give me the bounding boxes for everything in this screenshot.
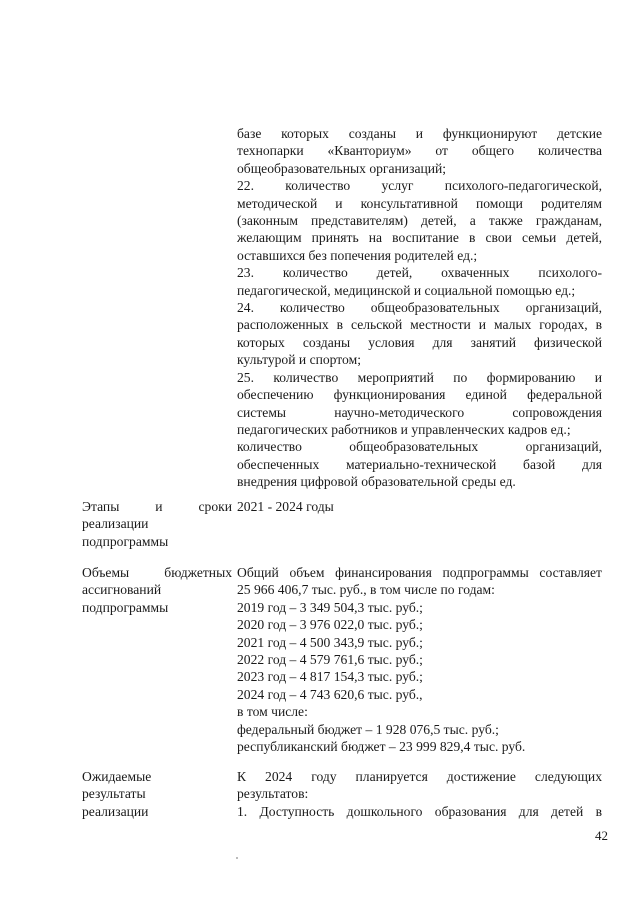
value-line: 2021 год – 4 500 343,9 тыс. руб.;: [237, 634, 423, 650]
value-line: К 2024 году планируется достижение следующих: [237, 769, 602, 784]
text-line: обеспеченных материально-технической базой для: [237, 456, 602, 472]
value-line: 2023 год – 4 817 154,3 тыс. руб.;: [237, 669, 423, 685]
budget-label: [82, 564, 232, 616]
text-line: методической и консультативной помощи родителям: [237, 195, 602, 211]
value-line: 2022 год – 4 579 761,6 тыс. руб.;: [237, 652, 423, 668]
value-line: Общий объем финансирования подпрограммы составляет: [237, 565, 602, 580]
results-value: [237, 768, 602, 820]
text-line: 23. количество детей, охваченных психолого-: [237, 265, 602, 281]
value-line: 2020 год – 3 976 022,0 тыс. руб.;: [237, 617, 423, 633]
text-line: 25. количество мероприятий по формированию и: [237, 369, 602, 385]
text-line: культурой и спортом;: [237, 352, 361, 368]
text-line: общеобразовательных организаций;: [237, 160, 447, 176]
text-line: которых созданы условия для занятий физической: [237, 334, 602, 350]
text-line: желающим принять на воспитание в свои семьи детей,: [237, 230, 602, 246]
value-line: 2021 - 2024 годы: [237, 499, 334, 514]
label-line: Этапы и сроки: [82, 499, 232, 514]
text-line: оставшихся без попечения родителей ед.;: [237, 247, 478, 263]
value-line: 1. Доступность дошкольного образования для детей в: [237, 803, 602, 819]
text-line: количество общеобразовательных организаций,: [237, 439, 602, 455]
label-line: подпрограммы: [82, 599, 169, 615]
value-line: результатов:: [237, 786, 309, 802]
value-line: 2019 год – 3 349 504,3 тыс. руб.;: [237, 599, 423, 615]
label-line: Объемы бюджетных: [82, 565, 232, 580]
value-line: 2024 год – 4 743 620,6 тыс. руб.,: [237, 686, 423, 702]
text-line: педагогических работников и управленческих кадров ед.;: [237, 421, 571, 437]
label-line: подпрограммы: [82, 533, 169, 549]
label-line: Ожидаемые: [82, 769, 152, 784]
continuation-block: [237, 125, 602, 491]
label-line: реализации: [82, 803, 149, 819]
text-line: 24. количество общеобразовательных организаций,: [237, 300, 602, 316]
text-line: системы научно-методического сопровождения: [237, 404, 602, 420]
results-label: [82, 768, 232, 820]
text-line: внедрения цифровой образовательной среды ед.: [237, 474, 516, 490]
label-line: реализации: [82, 516, 149, 532]
value-line: республиканский бюджет – 23 999 829,4 тыс. руб.: [237, 739, 526, 755]
text-line: педагогической, медицинской и социальной помощью ед.;: [237, 282, 576, 298]
text-line: 22. количество услуг психолого-педагогической,: [237, 178, 602, 194]
label-line: результаты: [82, 786, 146, 802]
text-line: (законным представителям) детей, а также гражданам,: [237, 213, 602, 229]
stages-label: [82, 498, 232, 550]
stages-value: [237, 498, 602, 515]
value-line: 25 966 406,7 тыс. руб., в том числе по годам:: [237, 582, 495, 598]
label-line: ассигнований: [82, 582, 162, 598]
text-line: технопарки «Кванториум» от общего количества: [237, 143, 602, 159]
budget-value: [237, 564, 602, 755]
text-line: базе которых созданы и функционируют детские: [237, 126, 602, 141]
page-number: 42: [595, 828, 608, 843]
text-line: расположенных в сельской местности и малых городах, в: [237, 317, 602, 333]
value-line: в том числе:: [237, 704, 308, 720]
scan-speck: [236, 857, 238, 859]
value-line: федеральный бюджет – 1 928 076,5 тыс. руб.;: [237, 721, 499, 737]
text-line: обеспечению функционирования единой федеральной: [237, 387, 602, 403]
